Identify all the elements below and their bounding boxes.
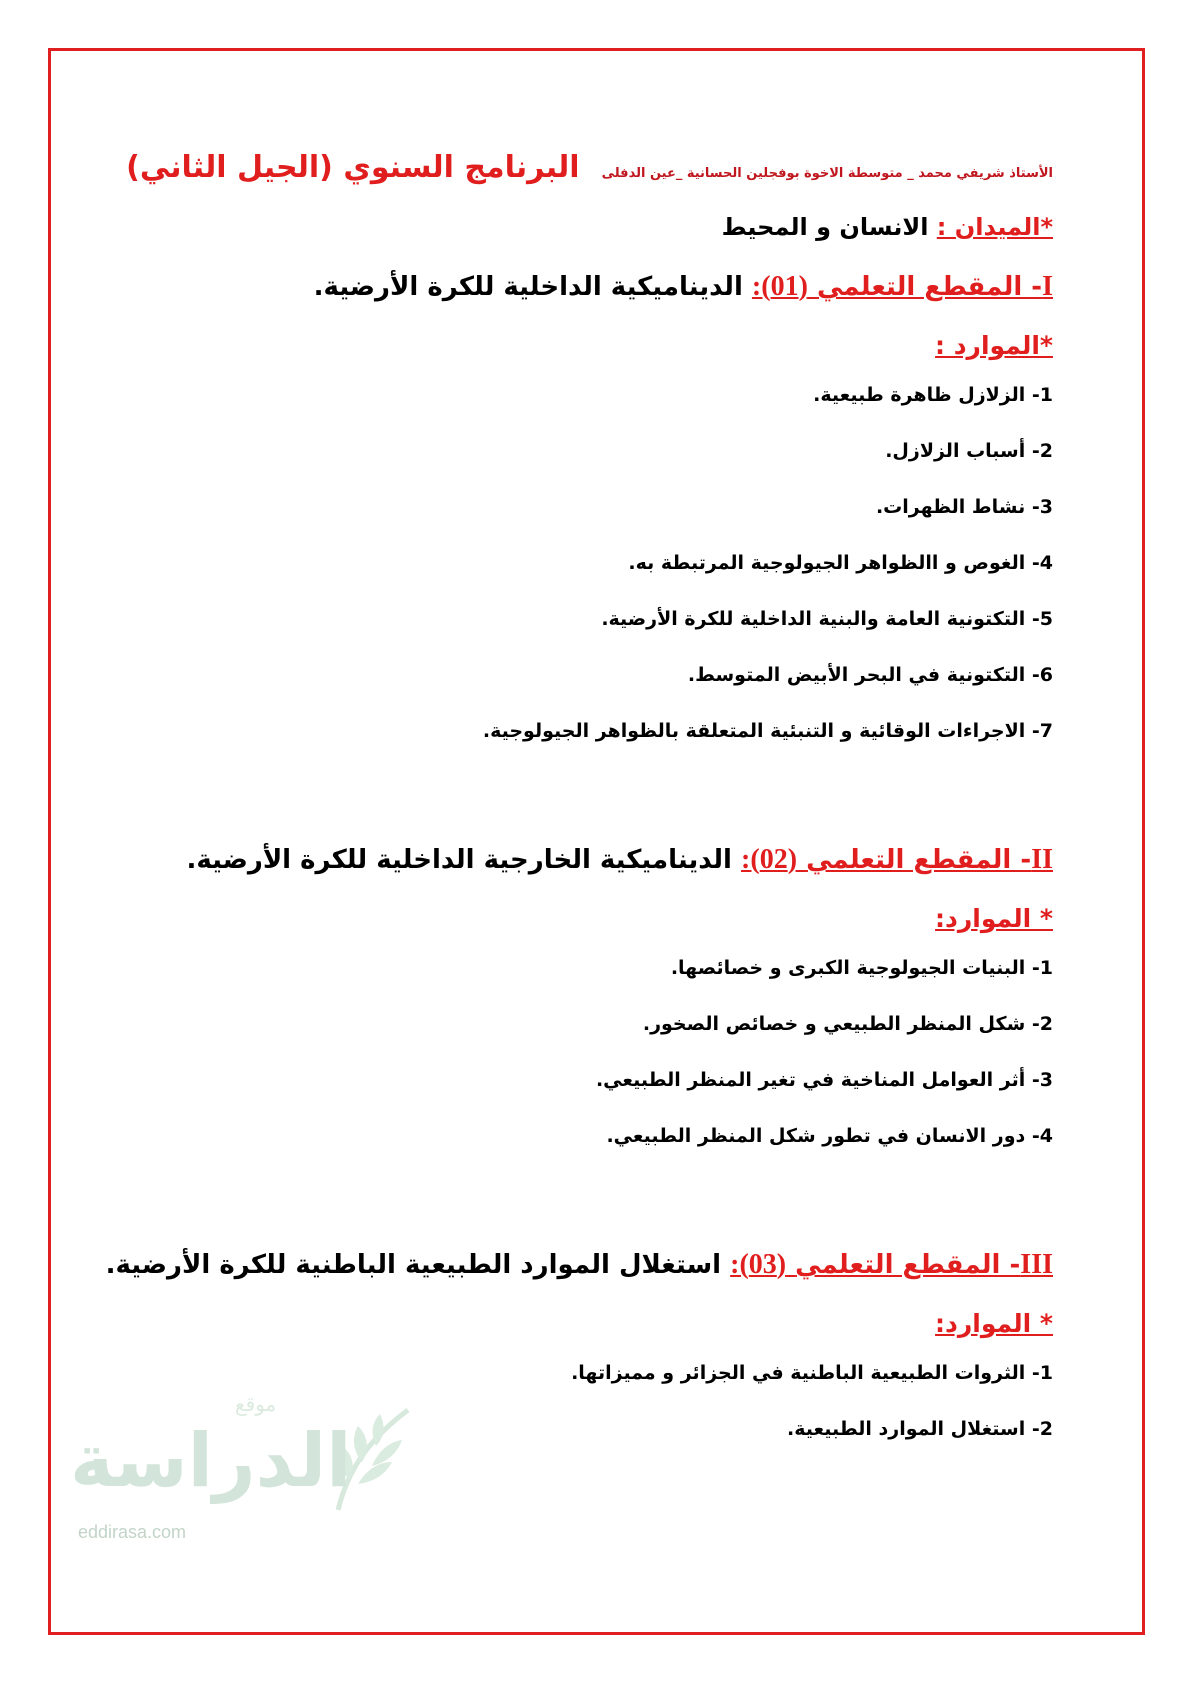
field-value: الانسان و المحيط xyxy=(721,213,929,241)
list-item: 6- التكتونية في البحر الأبيض المتوسط. xyxy=(687,664,1053,686)
watermark-url: eddirasa.com xyxy=(78,1522,187,1542)
resources-label: *الموارد : xyxy=(935,331,1053,360)
header xyxy=(120,150,1053,185)
section-title: الديناميكية الداخلية للكرة الأرضية. xyxy=(313,272,743,302)
section-heading-2 xyxy=(120,844,1053,876)
list-item: 2- أسباب الزلازل. xyxy=(885,440,1053,462)
section-label: II- المقطع التعلمي (02): xyxy=(741,844,1053,875)
document-title: البرنامج السنوي (الجيل الثاني) xyxy=(126,150,580,185)
resources-list-1 xyxy=(120,382,1053,744)
document-body xyxy=(105,150,1053,1472)
list-item: 1- البنيات الجيولوجية الكبرى و خصائصها. xyxy=(670,957,1053,979)
resources-list-2 xyxy=(120,955,1053,1149)
watermark-small-text: موقع xyxy=(235,1392,277,1416)
field-label: *الميدان : xyxy=(936,213,1053,241)
list-item: 7- الاجراءات الوقائية و التنبئية المتعلقة بالظواهر الجيولوجية. xyxy=(482,720,1053,742)
resources-label: * الموارد: xyxy=(935,1309,1053,1338)
list-item: 1- الزلازل ظاهرة طبيعية. xyxy=(813,384,1053,406)
section-title: استغلال الموارد الطبيعية الباطنية للكرة الأرضية. xyxy=(105,1250,722,1280)
list-item: 2- شكل المنظر الطبيعي و خصائص الصخور. xyxy=(642,1013,1053,1035)
watermark-logo xyxy=(70,1380,430,1570)
list-item: 4- دور الانسان في تطور شكل المنظر الطبيعي. xyxy=(606,1125,1053,1147)
section-label: I- المقطع التعلمي (01): xyxy=(751,271,1053,302)
list-item: 5- التكتونية العامة والبنية الداخلية للكرة الأرضية. xyxy=(601,608,1053,630)
list-item: 2- استغلال الموارد الطبيعية. xyxy=(787,1418,1053,1440)
resources-label: * الموارد: xyxy=(935,904,1053,933)
author-line: الأستاذ شريفي محمد _ متوسطة الاخوة بوفجلين الحسانية _عين الدفلى xyxy=(601,166,1053,181)
field-heading xyxy=(120,213,1053,241)
section-title: الديناميكية الخارجية الداخلية للكرة الأرضية. xyxy=(186,845,732,875)
section-label: III- المقطع التعلمي (03): xyxy=(730,1249,1053,1280)
list-item: 3- نشاط الظهرات. xyxy=(875,496,1053,518)
section-heading-1 xyxy=(120,271,1053,303)
section-heading-3 xyxy=(105,1249,1053,1281)
list-item: 1- الثروات الطبيعية الباطنية في الجزائر و مميزاتها. xyxy=(571,1362,1053,1384)
list-item: 4- الغوص و االظواهر الجيولوجية المرتبطة به. xyxy=(628,552,1053,574)
watermark-brand: الدراسة xyxy=(70,1418,352,1504)
list-item: 3- أثر العوامل المناخية في تغير المنظر الطبيعي. xyxy=(595,1069,1053,1091)
